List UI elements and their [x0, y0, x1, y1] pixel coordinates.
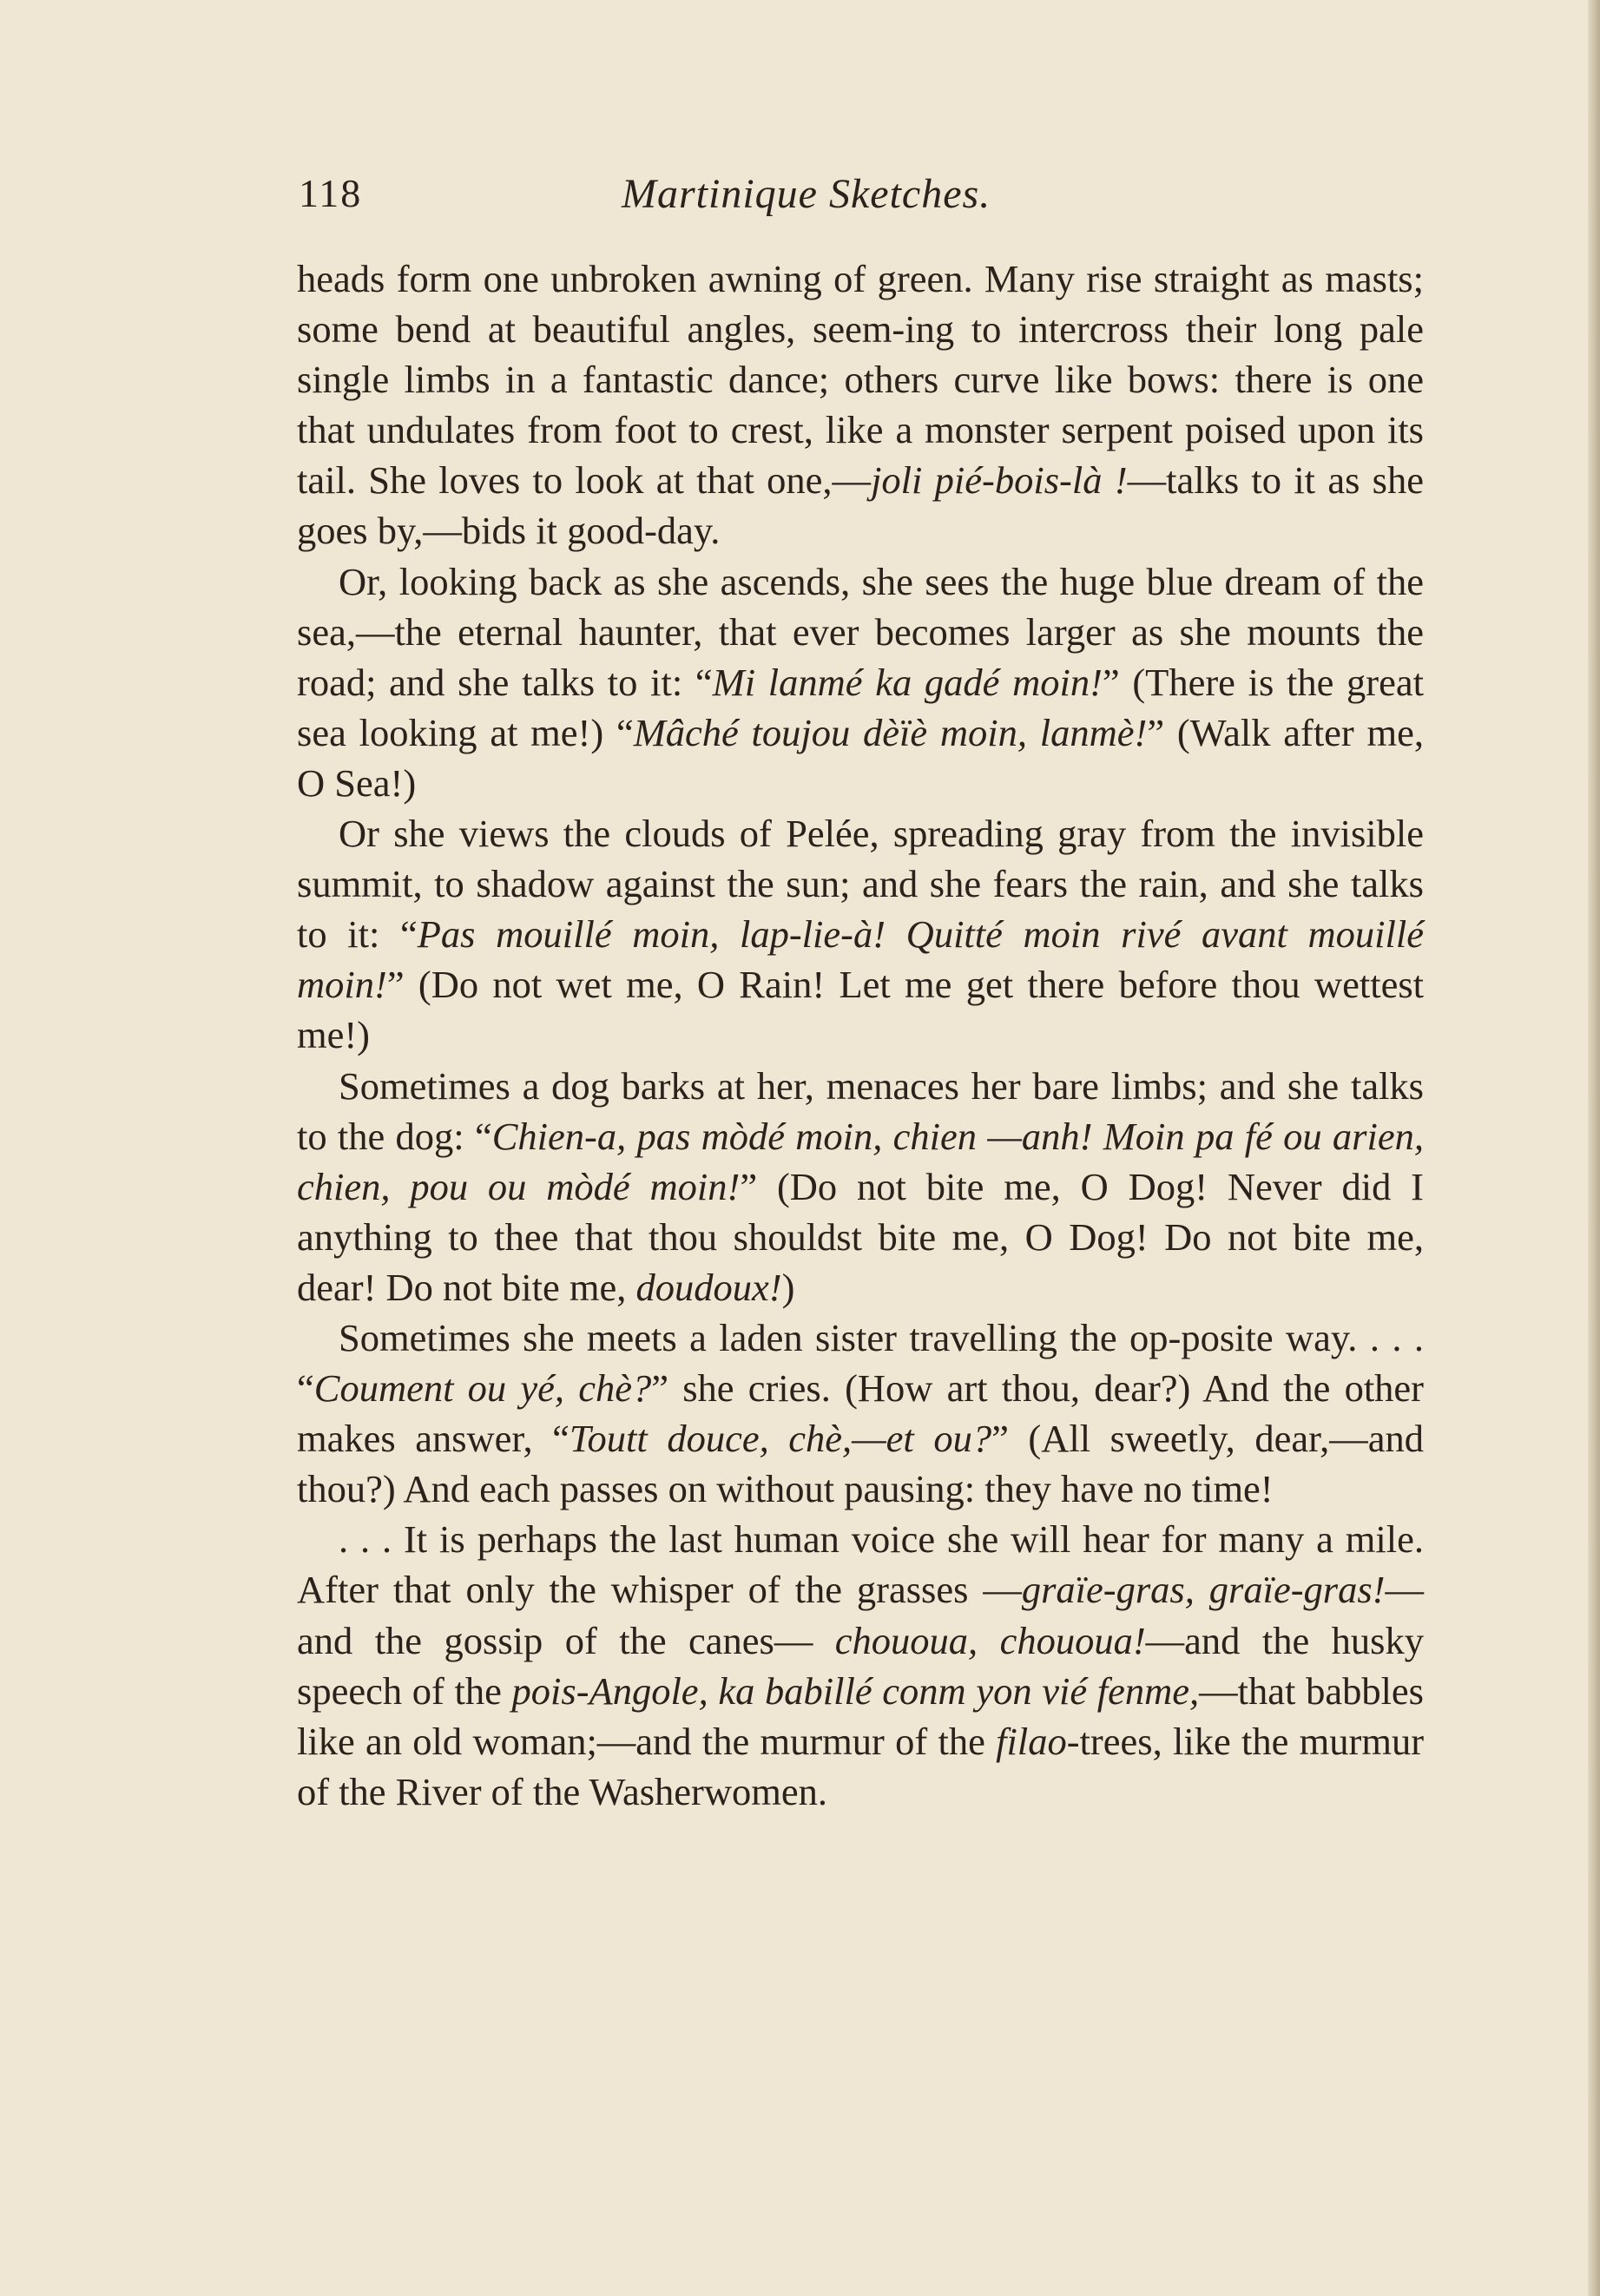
creole-phrase: Mi lanmé ka gadé moin!: [712, 660, 1103, 704]
text-run: -trees, like the murmur of the River of the Washerwomen.: [297, 1719, 1425, 1813]
paragraph: [297, 1514, 1424, 1817]
text-run: ” (Do not bite me, O Dog! Never did I anything to thee that thou shouldst bite me, O Dog! Do not bite me, dear! Do not bite me,: [297, 1164, 1424, 1309]
text-run: —talks to it as she goes by,—bids it good-day.: [297, 458, 1424, 553]
creole-phrase: Mâché toujou dèïè moin, lanmè!: [633, 710, 1148, 754]
text-run: —that babbles like an old woman;—and the murmur of the: [297, 1668, 1424, 1763]
text-run: ): [781, 1265, 795, 1309]
text-run: Or she views the clouds of Pelée, spreading gray from the invisible summit, to shadow against the sun; and she fears the rain, and she talks to it: “: [297, 812, 1424, 957]
creole-phrase: filao: [996, 1719, 1067, 1763]
creole-phrase: Chien-a, pas mòdé moin, chien —anh! Moin pa fé ou arien, chien, pou ou mòdé moin!: [297, 1114, 1424, 1208]
text-run: —and the gossip of the canes—: [297, 1568, 1424, 1662]
creole-phrase: joli pié-bois-là !: [871, 458, 1128, 503]
text-run: ” she cries. (How art thou, dear?) And the other makes answer, “: [297, 1366, 1425, 1461]
creole-phrase: pois-Angole, ka babillé conm yon vié fenme,: [511, 1668, 1200, 1713]
text-run: ” (Walk after me, O Sea!): [297, 710, 1425, 805]
text-run: . . . It is perhaps the last human voice she will hear for many a mile. After that only the whisper of the grasses —: [297, 1517, 1424, 1612]
creole-phrase: chououa, chououa!: [834, 1618, 1146, 1662]
paragraph: [297, 556, 1424, 808]
creole-phrase: graïe-gras, graïe-gras!: [1021, 1568, 1386, 1612]
running-title: Martinique Sketches.: [622, 171, 991, 217]
creole-phrase: Toutt douce, chè,—et ou?: [569, 1417, 992, 1461]
text-run: Sometimes she meets a laden sister travelling the op-posite way. . . . “: [297, 1315, 1424, 1411]
text-run: ” (Do not wet me, O Rain! Let me get there before thou wettest me!): [297, 963, 1424, 1057]
text-run: Or, looking back as she ascends, she sees the huge blue dream of the sea,—the eternal haunter, that ever becomes larger as she mounts the road; and she talks to it: “: [297, 559, 1424, 704]
text-run: —and the husky speech of the: [297, 1618, 1424, 1713]
paragraph: [297, 253, 1424, 556]
body-text: [297, 253, 1424, 1817]
page-number: 118: [299, 171, 363, 215]
creole-phrase: Coument ou yé, chè?: [313, 1366, 652, 1411]
text-run: heads form one unbroken awning of green. Many rise straight as masts; some bend at beautiful angles, seem-ing to intercross their long pale single limbs in a fantastic dance; others curve like bows: there is one that undulates from foot to crest, like a monster serpent poised upon its tail. She loves to look at that one,—: [297, 257, 1424, 503]
paragraph: [297, 1061, 1424, 1312]
paragraph: [297, 1312, 1424, 1514]
creole-phrase: doudoux!: [635, 1265, 782, 1309]
text-run: ” (All sweetly, dear,—and thou?) And each passes on without pausing: they have no time!: [297, 1417, 1424, 1511]
creole-phrase: Pas mouillé moin, lap-lie-à! Quitté moin rivé avant mouillé moin!: [297, 912, 1424, 1007]
page-header: [299, 170, 1424, 231]
page-edge: [1588, 0, 1600, 2296]
text-run: Sometimes a dog barks at her, menaces her bare limbs; and she talks to the dog: “: [297, 1063, 1424, 1158]
text-run: ” (There is the great sea looking at me!) “: [297, 660, 1424, 754]
paragraph: [297, 808, 1424, 1060]
